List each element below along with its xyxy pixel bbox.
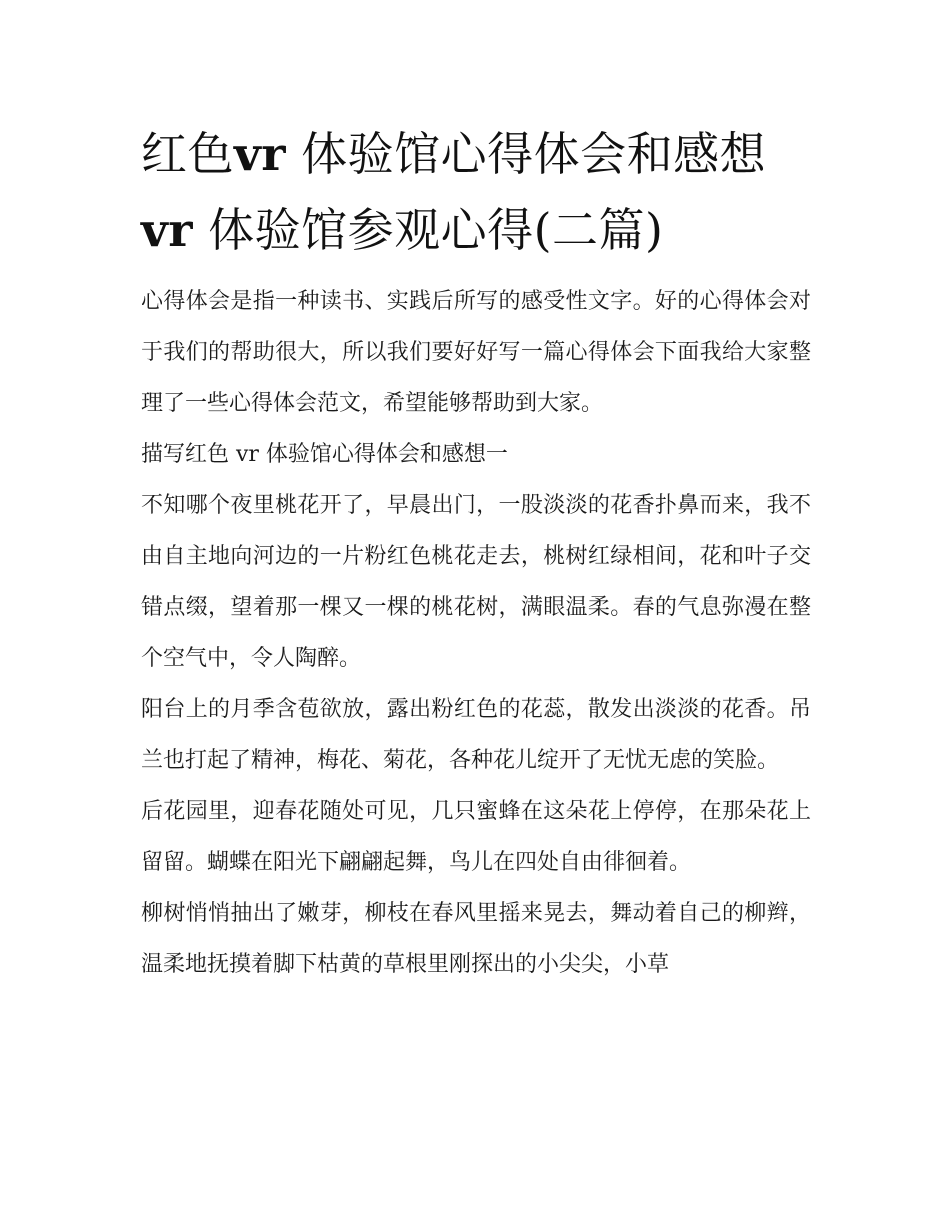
document-content bbox=[141, 116, 811, 990]
title-vr-2: vr bbox=[141, 203, 193, 257]
title-line-1 bbox=[141, 127, 766, 181]
title-prefix: 红色 bbox=[141, 127, 234, 181]
paragraph-back-garden: 后花园里，迎春花随处可见，几只蜜蜂在这朵花上停停，在那朵花上留留。蝴蝶在阳光下翩翩起舞，鸟儿在四处自由徘徊着。 bbox=[141, 799, 811, 875]
section-heading: 描写红色 vr 体验馆心得体会和感想一 bbox=[141, 442, 508, 467]
document-body bbox=[141, 276, 811, 990]
paragraph-intro: 心得体会是指一种读书、实践后所写的感受性文字。好的心得体会对于我们的帮助很大，所以我们要好好写一篇心得体会下面我给大家整理了一些心得体会范文，希望能够帮助到大家。 bbox=[141, 289, 811, 416]
paragraph-peach-blossom: 不知哪个夜里桃花开了，早晨出门，一股淡淡的花香扑鼻而来，我不由自主地向河边的一片粉红色桃花走去，桃树红绿相间，花和叶子交错点缀，望着那一棵又一棵的桃花树，满眼温柔。春的气息弥漫在整个空气中，令人陶醉。 bbox=[141, 493, 811, 671]
paragraph-willow: 柳树悄悄抽出了嫩芽，柳枝在春风里摇来晃去，舞动着自己的柳辫，温柔地抚摸着脚下枯黄的草根里刚探出的小尖尖，小草 bbox=[141, 901, 811, 977]
title-vr-1: vr bbox=[234, 127, 286, 181]
title-suffix-1: 体验馆心得体会和感想 bbox=[301, 127, 767, 181]
title-suffix-2: 体验馆参观心得(二篇) bbox=[208, 203, 664, 257]
document-title bbox=[141, 116, 811, 268]
title-line-2 bbox=[141, 203, 664, 257]
paragraph-balcony: 阳台上的月季含苞欲放，露出粉红色的花蕊，散发出淡淡的花香。吊兰也打起了精神，梅花、菊花，各种花儿绽开了无忧无虑的笑脸。 bbox=[141, 697, 811, 773]
